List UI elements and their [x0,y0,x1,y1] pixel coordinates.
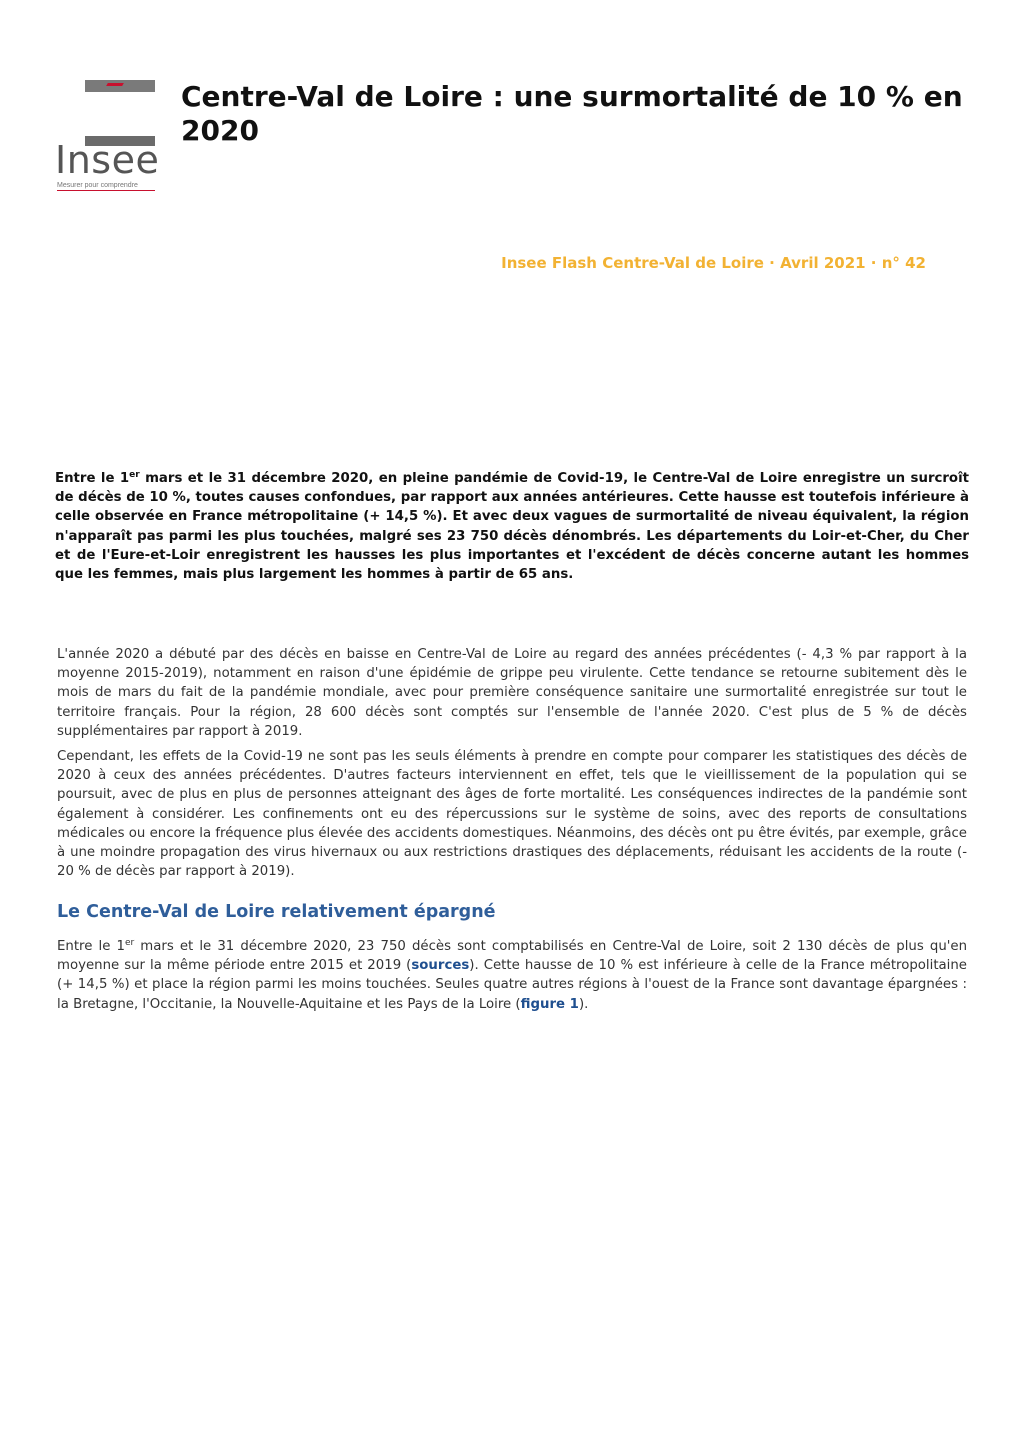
insee-logo [55,78,160,198]
logo-top-bar [85,80,155,92]
intro-paragraph-2: Cependant, les effets de la Covid-19 ne sont pas les seuls éléments à prendre en compte pour comparer les statistiques des décès de 2020 à ceux des années précédentes. D'autres facteurs interviennent en effet, tels que le vieillissement de la population qui se poursuit, avec de plus en plus de personnes atteignant des âges de forte mortalité. Les conséquences indirectes de la pandémie sont également à considérer. Les confinements ont eu des répercussions sur le système de soins, avec des reports de consultations médicales ou encore la fréquence plus élevée des accidents domestiques. Néanmoins, des décès ont pu être évités, par exemple, grâce à une moindre propagation des virus hivernaux ou aux restrictions drastiques des déplacements, réduisant les accidents de la route (- 20 % de décès par rapport à 2019). [57,749,967,880]
publication-reference: Insee Flash Centre-Val de Loire · Avril 2021 · n° 42 [501,254,926,272]
section-text-3: ). Cette hausse de 10 % est inférieure à celle de la France métropolitaine (+ 14,5 %) et place la région parmi les moins touchées. Seules quatre autres régions à l'ouest de la France sont davantage épargnées : la Bretagne, l'Occitanie, la Nouvelle-Aquitaine et les Pays de la Loire ( [57,958,967,1012]
summary-text-start: Entre le 1 [55,471,130,486]
section-text-1: Entre le 1 [57,939,125,954]
summary-text-rest: mars et le 31 décembre 2020, en pleine pandémie de Covid-19, le Centre-Val de Loire enregistre un surcroît de décès de 10 %, toutes causes confondues, par rapport aux années antérieures. Cette hausse est toutefois inférieure à celle observée en France métropolitaine (+ 14,5 %). Et avec deux vagues de surmortalité de niveau équivalent, la région n'apparaît pas parmi les plus touchées, malgré ses 23 750 décès dénombrés. Les départements du Loir-et-Cher, du Cher et de l'Eure-et-Loir enregistrent les hausses les plus importantes et l'excédent de décès concerne autant les hommes que les femmes, mais plus largement les hommes à partir de 65 ans. [55,471,969,583]
section-superscript: er [124,938,135,948]
section-body [57,937,967,1020]
page-title: Centre-Val de Loire : une surmortalité de 10 % en 2020 [181,80,963,147]
section-text-2: mars et le 31 décembre 2020, 23 750 décès sont comptabilisés en Centre-Val de Loire, soit 2 130 décès de plus qu'en moyenne sur la même période entre 2015 et 2019 ( [57,939,968,974]
intro-paragraph-1: L'année 2020 a débuté par des décès en baisse en Centre-Val de Loire au regard des années précédentes (- 4,3 % par rapport à la moyenne 2015-2019), notamment en raison d'une épidémie de grippe peu virulente. Cette tendance se retourne subitement dès le mois de mars du fait de la pandémie mondiale, avec pour première conséquence sanitaire une surmortalité enregistrée sur tout le territoire français. Pour la région, 28 600 décès sont comptés sur l'ensemble de l'année 2020. C'est plus de 5 % de décès supplémentaires par rapport à 2019. [57,647,967,739]
intro-section [57,645,967,887]
logo-wordmark: Insee [55,138,160,182]
logo-tagline: Mesurer pour comprendre [57,182,138,189]
summary-superscript: er [129,470,140,480]
section-heading: Le Centre-Val de Loire relativement épargné [57,902,496,922]
section-text-4: ). [578,996,589,1012]
sources-link[interactable]: sources [411,958,470,974]
logo-tagline-rule [57,190,155,191]
summary-paragraph [55,469,969,584]
section-paragraph [57,937,967,1014]
figure-1-link[interactable]: figure 1 [520,996,579,1012]
